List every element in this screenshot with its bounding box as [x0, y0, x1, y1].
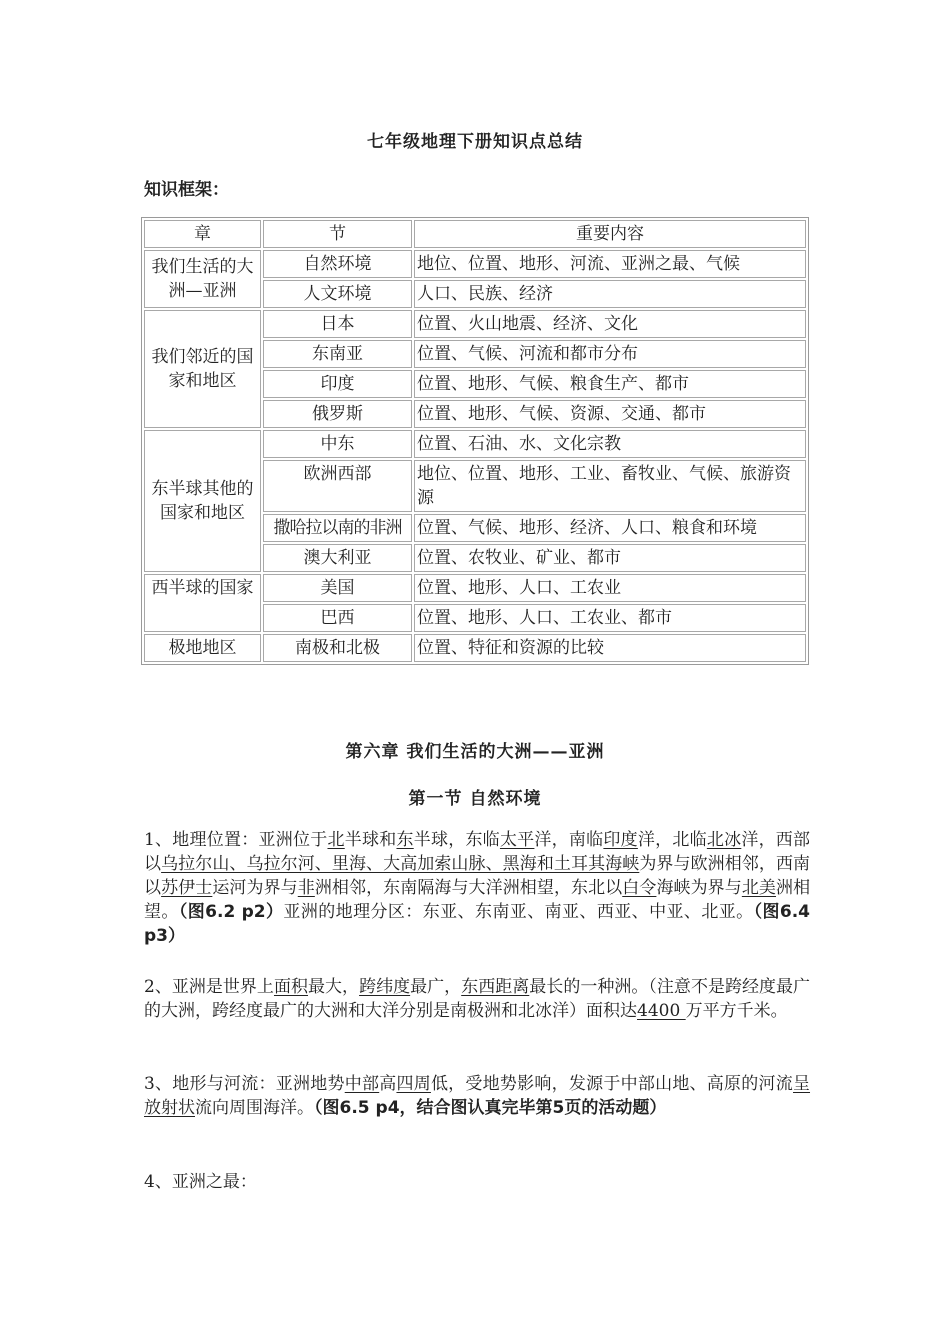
content-cell: 位置、特征和资源的比较	[414, 634, 806, 662]
section-cell: 日本	[263, 310, 412, 338]
content-cell: 人口、民族、经济	[414, 280, 806, 308]
content-cell: 位置、地形、气候、粮食生产、都市	[414, 370, 806, 398]
section-cell: 自然环境	[263, 250, 412, 278]
underlined-term: 非	[297, 878, 315, 898]
chapter-cell: 东半球其他的国家和地区	[144, 430, 261, 572]
underlined-term: 北美	[741, 878, 777, 898]
section-cell: 中东	[263, 430, 412, 458]
underlined-term: 白令	[622, 878, 657, 898]
section-cell: 东南亚	[263, 340, 412, 368]
section-cell: 巴西	[263, 604, 412, 632]
underlined-term: 跨纬度	[359, 977, 411, 997]
text: 半球，东临	[413, 830, 500, 850]
paragraph-asia-superlatives: 4、亚洲之最：	[144, 1172, 257, 1192]
text: 最广，	[410, 977, 462, 997]
underlined-term: 呈放射状	[144, 1074, 811, 1118]
header-section: 节	[263, 220, 412, 248]
figure-reference: （图6.4 p3）	[144, 902, 811, 946]
section-cell: 撒哈拉以南的非洲	[263, 514, 412, 542]
underlined-term: 中部	[344, 1074, 380, 1094]
underlined-term: 太平	[499, 830, 535, 850]
text: 3、地形与河流：亚洲地势	[144, 1074, 345, 1094]
underlined-term: 面积	[273, 977, 309, 997]
text: 最长的一种洲。（注意不是跨经度最广的大洲，跨经度最广的大洲和大洋分别是南极洲和北冰洋）面积达	[144, 977, 811, 1021]
section-cell: 俄罗斯	[263, 400, 412, 428]
text: 洲相望。	[144, 878, 811, 922]
text: 1、地理位置：亚洲位于	[144, 830, 328, 850]
underlined-term: 苏伊士	[161, 878, 213, 898]
content-cell: 位置、气候、河流和都市分布	[414, 340, 806, 368]
chapter-cell: 极地地区	[144, 634, 261, 662]
content-cell: 位置、火山地震、经济、文化	[414, 310, 806, 338]
text: 低，受地势影响，发源于中部山地、高原的河流	[430, 1074, 794, 1094]
table-header-row	[144, 220, 806, 248]
underlined-term: 乌拉尔山、乌拉尔河、里海、大高加索山脉、黑海和土耳其海峡	[161, 854, 640, 874]
underlined-term: 4400	[637, 1001, 686, 1021]
underlined-term: 北冰	[706, 830, 742, 850]
framework-label: 知识框架：	[144, 180, 229, 200]
content-cell: 位置、地形、人口、工农业、都市	[414, 604, 806, 632]
content-cell: 地位、位置、地形、工业、畜牧业、气候、旅游资源	[414, 460, 806, 512]
section-cell: 印度	[263, 370, 412, 398]
chapter-cell: 西半球的国家	[144, 574, 261, 632]
text: 海峡为界与	[656, 878, 742, 898]
content-cell: 位置、气候、地形、经济、人口、粮食和环境	[414, 514, 806, 542]
figure-reference: （图6.5 p4，结合图认真完毕第5页的活动题）	[314, 1098, 667, 1118]
text: 高	[379, 1074, 397, 1094]
content-cell: 位置、农牧业、矿业、都市	[414, 544, 806, 572]
text: 洲相邻，东南隔海与大洋洲相望，东北以	[314, 878, 623, 898]
underlined-term: 北	[327, 830, 345, 850]
table-row	[144, 634, 806, 662]
chapter-cell: 我们邻近的国家和地区	[144, 310, 261, 428]
section-cell: 南极和北极	[263, 634, 412, 662]
paragraph-geography-location	[144, 828, 810, 948]
text: 万平方千米。	[685, 1001, 788, 1021]
underlined-term: 东西距离	[461, 977, 530, 997]
figure-reference: （图6.2 p2）	[178, 902, 284, 922]
section-cell: 人文环境	[263, 280, 412, 308]
text: 洋，北临	[637, 830, 707, 850]
paragraph-asia-size	[144, 975, 810, 1023]
content-cell: 位置、地形、人口、工农业	[414, 574, 806, 602]
section-cell: 美国	[263, 574, 412, 602]
content-cell: 位置、石油、水、文化宗教	[414, 430, 806, 458]
knowledge-framework-table	[141, 217, 809, 665]
text: 运河为界与	[212, 878, 298, 898]
table-row	[144, 430, 806, 458]
text: 最大，	[308, 977, 360, 997]
text: 洋，西部以	[144, 830, 811, 874]
chapter-title: 第六章 我们生活的大洲——亚洲	[345, 742, 605, 762]
text: 亚洲的地理分区：东亚、东南亚、南亚、西亚、中亚、北亚。	[283, 902, 754, 922]
text: 2、亚洲是世界上	[144, 977, 274, 997]
content-cell: 位置、地形、气候、资源、交通、都市	[414, 400, 806, 428]
underlined-term: 东	[396, 830, 414, 850]
table-row	[144, 250, 806, 278]
text: 洋，南临	[534, 830, 604, 850]
chapter-cell: 我们生活的大洲—亚洲	[144, 250, 261, 308]
paragraph-terrain-rivers	[144, 1072, 810, 1120]
text: 半球和	[344, 830, 397, 850]
section-cell: 欧洲西部	[263, 460, 412, 512]
underlined-term: 印度	[603, 830, 638, 850]
table-row	[144, 574, 806, 602]
section-title: 第一节 自然环境	[408, 789, 542, 809]
text: 为界与欧洲相邻，西南以	[144, 854, 811, 898]
table-row	[144, 310, 806, 338]
header-content: 重要内容	[414, 220, 806, 248]
text: 流向周围海洋。	[195, 1098, 314, 1118]
underlined-term: 四周	[396, 1074, 431, 1094]
content-cell: 地位、位置、地形、河流、亚洲之最、气候	[414, 250, 806, 278]
section-cell: 澳大利亚	[263, 544, 412, 572]
document-title: 七年级地理下册知识点总结	[367, 132, 583, 152]
header-chapter: 章	[144, 220, 261, 248]
